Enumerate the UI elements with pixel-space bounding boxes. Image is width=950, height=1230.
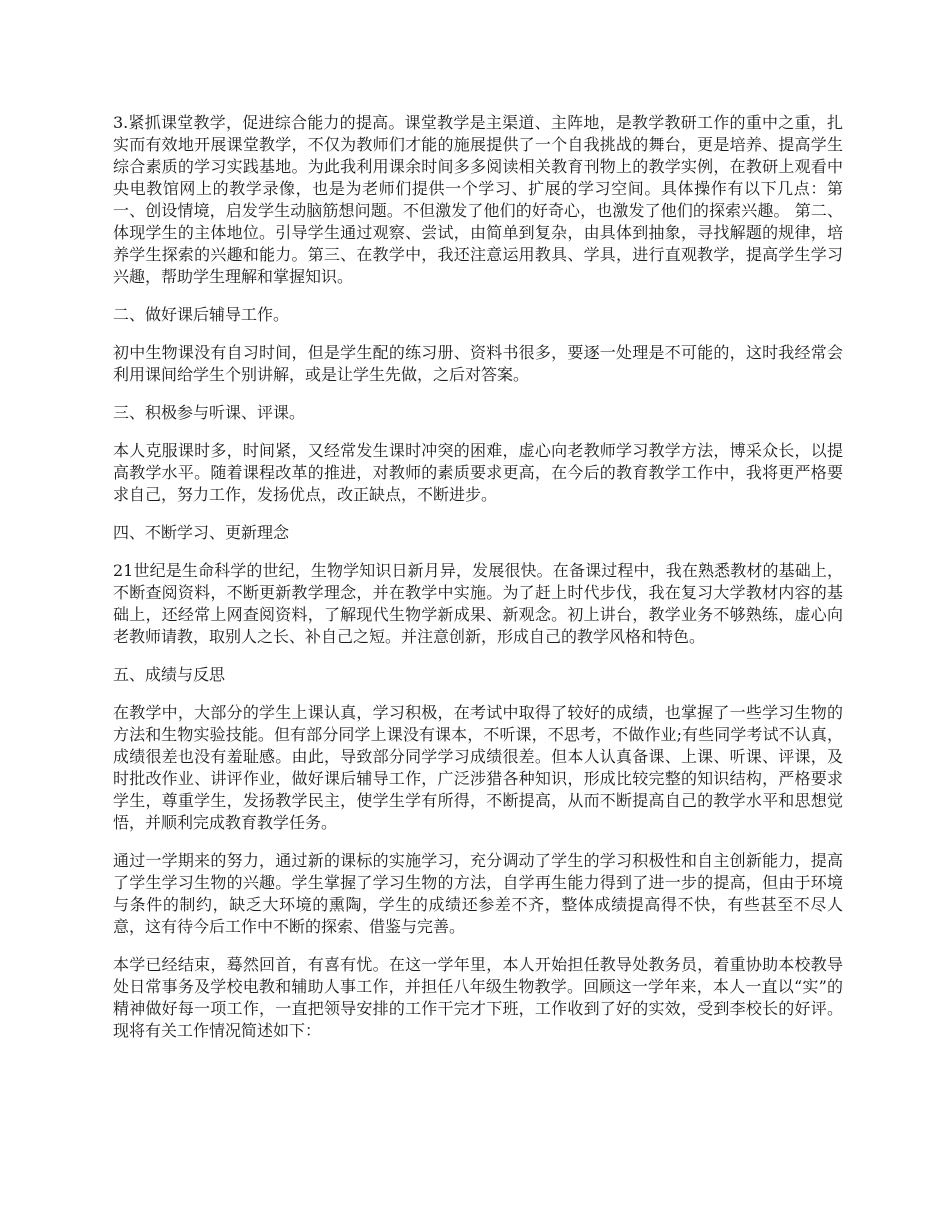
paragraph-semester-summary: 通过一学期来的努力，通过新的课标的实施学习，充分调动了学生的学习积极性和自主创新能力，提高了学生学习生物的兴趣。学生掌握了学习生物的方法，自学再生能力得到了进一步的提高，但由于环境与条件的制约，缺乏大环境的熏陶，学生的成绩还参差不齐，整体成绩提高得不快，有些甚至不尽人意，这有待今后工作中不断的探索、借鉴与完善。 (113, 851, 843, 936)
heading-continuous-learning: 四、不断学习、更新理念 (113, 523, 290, 542)
heading-lesson-observation: 三、积极参与听课、评课。 (113, 403, 306, 422)
heading-results-reflection: 五、成绩与反思 (113, 665, 226, 684)
paragraph-after-class-tutoring: 初中生物课没有自习时间，但是学生配的练习册、资料书很多，要逐一处理是不可能的，这时我经常会利用课间给学生个别讲解，或是让学生先做，之后对答案。 (113, 343, 843, 384)
paragraph-results: 在教学中，大部分的学生上课认真，学习积极，在考试中取得了较好的成绩，也掌握了一些学习生物的方法和生物实验技能。但有部分同学上课没有课本，不听课，不思考，不做作业;有些同学考试不认真，成绩很差也没有羞耻感。由此，导致部分同学学习成绩很差。但本人认真备课、上课、听课、评课，及时批改作业、讲评作业，做好课后辅导工作，广泛涉猎各种知识，形成比较完整的知识结构，严格要求学生，尊重学生，发扬教学民主，使学生学有所得，不断提高，从而不断提高自己的教学水平和思想觉悟，并顺利完成教育教学任务。 (113, 703, 843, 832)
paragraph-classroom-teaching: 3.紧抓课堂教学，促进综合能力的提高。课堂教学是主渠道、主阵地，是教学教研工作的重中之重，扎实而有效地开展课堂教学，不仅为教师们才能的施展提供了一个自我挑战的舞台，更是培养、提高学生综合素质的学习实践基地。为此我利用课余时间多多阅读相关教育刊物上的教学实例，在教研上观看中央电教馆网上的教学录像，也是为老师们提供一个学习、扩展的学习空间。具体操作有以下几点：第一、创设情境，启发学生动脑筋想问题。不但激发了他们的好奇心，也激发了他们的探索兴趣。 第二、体现学生的主体地位。引导学生通过观察、尝试，由简单到复杂，由具体到抽象，寻找解题的规律，培养学生探索的兴趣和能力。第三、在教学中，我还注意运用教具、学具，进行直观教学，提高学生学习兴趣，帮助学生理解和掌握知识。 (113, 113, 843, 286)
heading-after-class-tutoring: 二、做好课后辅导工作。 (113, 305, 290, 324)
paragraph-year-review: 本学已经结束，蓦然回首，有喜有忧。在这一学年里，本人开始担任教导处教务员，着重协助本校教导处日常事务及学校电教和辅助人事工作，并担任八年级生物教学。回顾这一学年来，本人一直以“实”的精神做好每一项工作，一直把领导安排的工作干完才下班，工作收到了好的实效，受到李校长的好评。现将有关工作情况简述如下： (113, 955, 843, 1040)
paragraph-continuous-learning: 21世纪是生命科学的世纪，生物学知识日新月异，发展很快。在备课过程中，我在熟悉教材的基础上，不断查阅资料，不断更新教学理念，并在教学中实施。为了赶上时代步伐，我在复习大学教材内容的基础上，还经常上网查阅资料，了解现代生物学新成果、新观念。初上讲台，教学业务不够熟练，虚心向老教师请教，取别人之长、补自己之短。并注意创新，形成自己的教学风格和特色。 (113, 561, 843, 646)
document-page (113, 112, 843, 1058)
paragraph-lesson-observation: 本人克服课时多，时间紧，又经常发生课时冲突的困难，虚心向老教师学习教学方法，博采众长，以提高教学水平。随着课程改革的推进，对教师的素质要求更高，在今后的教育教学工作中，我将更严格要求自己，努力工作，发扬优点，改正缺点，不断进步。 (113, 441, 843, 504)
